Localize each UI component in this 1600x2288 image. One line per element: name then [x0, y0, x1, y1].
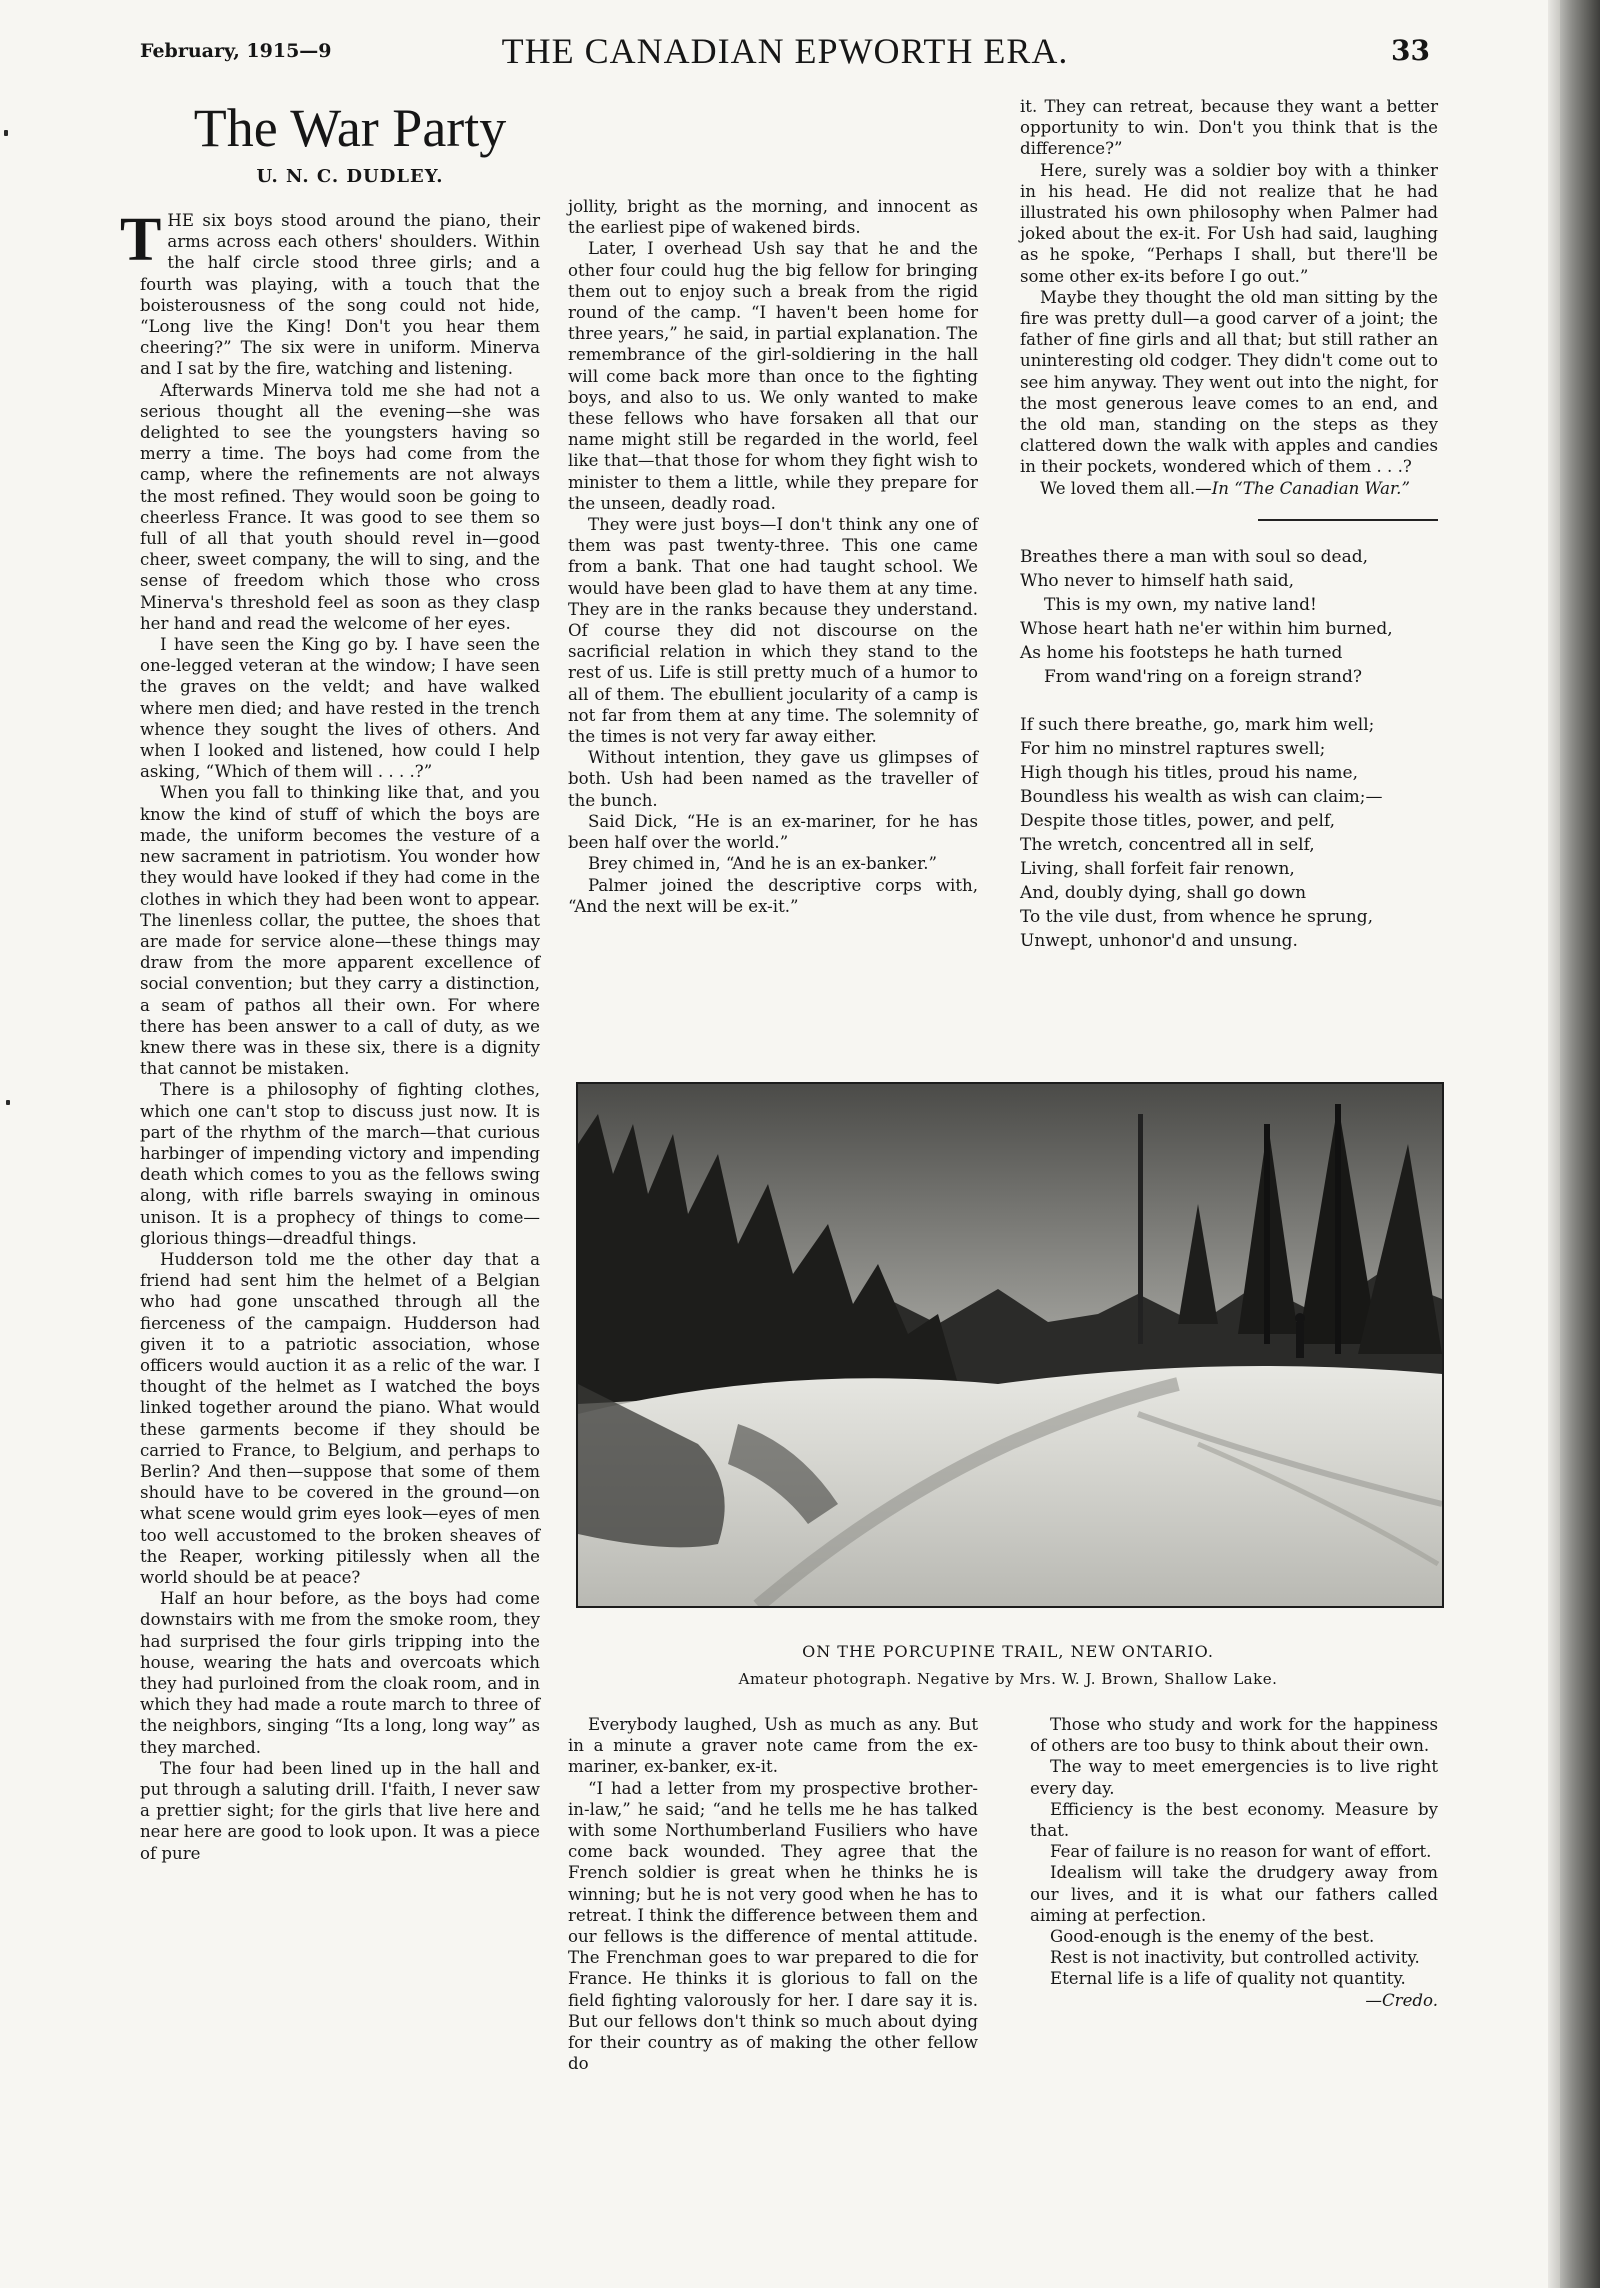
poem-line: As home his footsteps he hath turned [1020, 642, 1343, 663]
poem-line: Unwept, unhonor'd and unsung. [1020, 930, 1298, 951]
closing-line: We loved them all. [1040, 478, 1196, 498]
drop-cap: T [120, 206, 162, 274]
maxim: Those who study and work for the happiness of others are too busy to think about their own. [1030, 1715, 1438, 1756]
poem-line: Despite those titles, power, and pelf, [1020, 810, 1335, 831]
paragraph: There is a philosophy of fighting clothes, which one can't stop to discuss just now. It is part of the rhythm of the march—that curious harbinger of impending victory and impending death which comes to you as the fellows swing along, with rifle barrels swaying in ominous unison. It is a prophecy of things to come—glorious things—dreadful things. [140, 1080, 540, 1248]
paragraph: Brey chimed in, “And he is an ex-banker.” [588, 854, 937, 874]
section-divider [1258, 519, 1438, 521]
paragraph: Later, I overhead Ush say that he and the other four could hug the big fellow for bringing them out to enjoy such a break from the rigid round of the camp. “I haven't been home for three years,” he said, in partial explanation. The remembrance of the girl-soldiering in the hall will come back more than once to the fighting boys, and also to us. We only wanted to make these fellows who have forsaken all that our name might still be regarded in the world, feel like that—that those for whom they fight wish to minister to them a little, while they prepare for the unseen, deadly road. [568, 239, 978, 513]
paragraph: THE six boys stood around the piano, their arms across each others' shoulders. Within the half circle stood three girls; and a fourth was playing, with a touch that the boisterousness of the song could not hide, “Long live the King! Don't you hear them cheering?” The six were in uniform. Minerva and I sat by the fire, watching and listening. [120, 206, 540, 379]
paragraph: “I had a letter from my prospective brother-in-law,” he said; “and he tells me he has talked with some Northumberland Fusiliers who have come back wounded. They agree that the French soldier is great when he thinks he is winning; but he is not very good when he has to retreat. I think the difference between them and our fellows is the difference of mental attitude. The Frenchman goes to war prepared to die for France. He thinks it is glorious to fall on the field fighting valorously for her. I dare say it is. But our fellows don't think so much about dying for their country as of making the other fellow do [568, 1778, 978, 2074]
paragraph: I have seen the King go by. I have seen the one-legged veteran at the window; I have seen the graves on the veldt; and have walked where men died; and have rested in the trench whence they sought the lives of others. And when I looked and listened, how could I help asking, “Which of them will . . . .?” [140, 635, 540, 782]
poem-stanza-2 [1020, 713, 1438, 953]
maxims-column [1030, 1714, 1438, 2011]
paragraph: Here, surely was a soldier boy with a thinker in his head. He did not realize that he had illustrated his own philosophy when Palmer had joked about the ex-it. For Ush had said, laughing as he spoke, “Perhaps I shall, but there'll be some other ex-its before I go out.” [1020, 160, 1438, 286]
poem-line: Whose heart hath ne'er within him burned, [1020, 618, 1393, 639]
issue-date: February, 1915—9 [140, 40, 332, 62]
poem [1020, 545, 1438, 953]
page-number: 33 [1391, 34, 1430, 67]
article-column-1 [120, 206, 540, 1864]
paragraph: Maybe they thought the old man sitting by the fire was pretty dull—a good carver of a joint; the father of fine girls and all that; but still rather an uninteresting old codger. They didn't come out to see him anyway. They went out into the night, for the most generous leave comes to an end, and the old man, standing on the steps as they clattered down the walk with apples and candies in their pockets, wondered which of them . . .? [1020, 287, 1438, 477]
snow-trail-photograph [576, 1082, 1444, 1608]
poem-line: High though his titles, proud his name, [1020, 762, 1358, 783]
article-column-4 [568, 1714, 978, 2074]
paragraph: When you fall to thinking like that, and you know the kind of stuff of which the boys are made, the uniform becomes the vesture of a new sacrament in patriotism. You wonder how they would have looked if they had come in the clothes in which they had been wont to appear. The linenless collar, the puttee, the shoes that are made for service alone—these things may draw from the more apparent excellence of social convention; but they carry a distinction, a seam of pathos all their own. For where there has been answer to a call of duty, as we knew there was in these six, there is a dignity that cannot be mistaken. [140, 783, 540, 1079]
paragraph: it. They can retreat, because they want a better opportunity to win. Don't you think that is the difference?” [1020, 97, 1438, 159]
photo-credit: Amateur photograph. Negative by Mrs. W. J. Brown, Shallow Lake. [738, 1670, 1278, 1688]
paragraph: They were just boys—I don't think any one of them was past twenty-three. This one came from a bank. That one had taught school. We would have been glad to have them at any time. They are in the ranks because they understand. Of course they did not discourse on the sacrificial relation in which they stand to the rest of us. Life is still pretty much of a humor to all of them. The ebullient jocularity of a camp is not far from them at any time. The solemnity of the times is not very far away either. [568, 515, 978, 747]
maxims-signature: —Credo. [1365, 1990, 1438, 2010]
maxim: Good-enough is the enemy of the best. [1050, 1927, 1375, 1947]
paragraph: Everybody laughed, Ush as much as any. But in a minute a graver note came from the ex-mariner, ex-banker, ex-it. [568, 1715, 978, 1777]
article-byline: U. N. C. DUDLEY. [256, 166, 444, 187]
article-column-3 [1020, 96, 1438, 977]
paragraph: Afterwards Minerva told me she had not a serious thought all the evening—she was delighted to see the youngsters having so merry a time. The boys had come from the camp, where the refinements are not always the most refined. They would soon be going to cheerless France. It was good to see them so full of all that youth should revel in—good cheer, sweet company, the will to sing, and the sense of freedom which those who cross Minerva's threshold feel as soon as they clasp her hand and read the welcome of her eyes. [140, 380, 540, 633]
running-head [140, 30, 1430, 74]
paragraph: Without intention, they gave us glimpses of both. Ush had been named as the traveller of the bunch. [568, 748, 978, 810]
article-column-2 [568, 196, 978, 917]
paragraph: jollity, bright as the morning, and innocent as the earliest pipe of wakened birds. [568, 197, 978, 238]
poem-line: For him no minstrel raptures swell; [1020, 738, 1326, 759]
paragraph: Hudderson told me the other day that a friend had sent him the helmet of a Belgian who had gone unscathed through all the fierceness of the campaign. Hudderson had given it to a patriotic association, whose officers would auction it as a relic of the war. I thought of the helmet as I watched the boys linked together around the piano. What would these garments become if they should be carried to France, to Belgium, and perhaps to Berlin? And then—suppose that some of them should have to be covered in the ground—on what scene would grim eyes look—eyes of men too well accustomed to the broken sheaves of the Reaper, working pitilessly when all the world should be at peace? [140, 1249, 540, 1587]
margin-speck [6, 1100, 10, 1105]
article-title: The War Party [193, 98, 507, 158]
photo-caption: ON THE PORCUPINE TRAIL, NEW ONTARIO. [802, 1642, 1214, 1661]
poem-line: To the vile dust, from whence he sprung, [1020, 906, 1374, 927]
paragraph: The four had been lined up in the hall and put through a saluting drill. I'faith, I never saw a prettier sight; for the girls that live here and near here are good to look upon. It was a piece of pure [140, 1758, 540, 1863]
paragraph: Said Dick, “He is an ex-mariner, for he has been half over the world.” [568, 811, 978, 853]
paragraph: Half an hour before, as the boys had come downstairs with me from the smoke room, they had surprised the four girls tripping into the house, wearing the hats and overcoats which they had purloined from the cloak room, and in which they had made a route march to three of the neighbors, singing “Its a long, long way” as they marched. [140, 1589, 540, 1757]
margin-speck [4, 130, 8, 136]
poem-line: If such there breathe, go, mark him well; [1020, 714, 1375, 735]
snow-forest-image [578, 1084, 1442, 1606]
poem-line: Boundless his wealth as wish can claim;— [1020, 786, 1383, 807]
maxim: The way to meet emergencies is to live right every day. [1030, 1757, 1438, 1798]
maxim: Eternal life is a life of quality not quantity. [1050, 1969, 1406, 1989]
poem-line: This is my own, my native land! [1044, 594, 1317, 615]
article-title-block [140, 98, 1140, 158]
publication-title: THE CANADIAN EPWORTH ERA. [501, 31, 1069, 71]
poem-line: The wretch, concentred all in self, [1020, 834, 1315, 855]
source-citation: —In “The Canadian War.” [1195, 478, 1410, 498]
maxim: Rest is not inactivity, but controlled activity. [1050, 1948, 1420, 1968]
poem-line: Living, shall forfeit fair renown, [1020, 858, 1295, 879]
paragraph: Palmer joined the descriptive corps with, “And the next will be ex-it.” [568, 875, 978, 916]
maxim: Fear of failure is no reason for want of effort. [1050, 1842, 1432, 1862]
maxim: Efficiency is the best economy. Measure by that. [1030, 1799, 1438, 1841]
poem-line: Who never to himself hath said, [1020, 570, 1295, 591]
maxim: Idealism will take the drudgery away from our lives, and it is what our fathers called aiming at perfection. [1030, 1863, 1438, 1925]
paragraph [1020, 478, 1438, 499]
poem-line: Breathes there a man with soul so dead, [1020, 546, 1369, 567]
poem-line: And, doubly dying, shall go down [1020, 882, 1307, 903]
page-edge [1548, 0, 1560, 2288]
poem-stanza-1 [1020, 545, 1438, 689]
book-binding [1560, 0, 1600, 2288]
poem-line: From wand'ring on a foreign strand? [1044, 666, 1362, 687]
